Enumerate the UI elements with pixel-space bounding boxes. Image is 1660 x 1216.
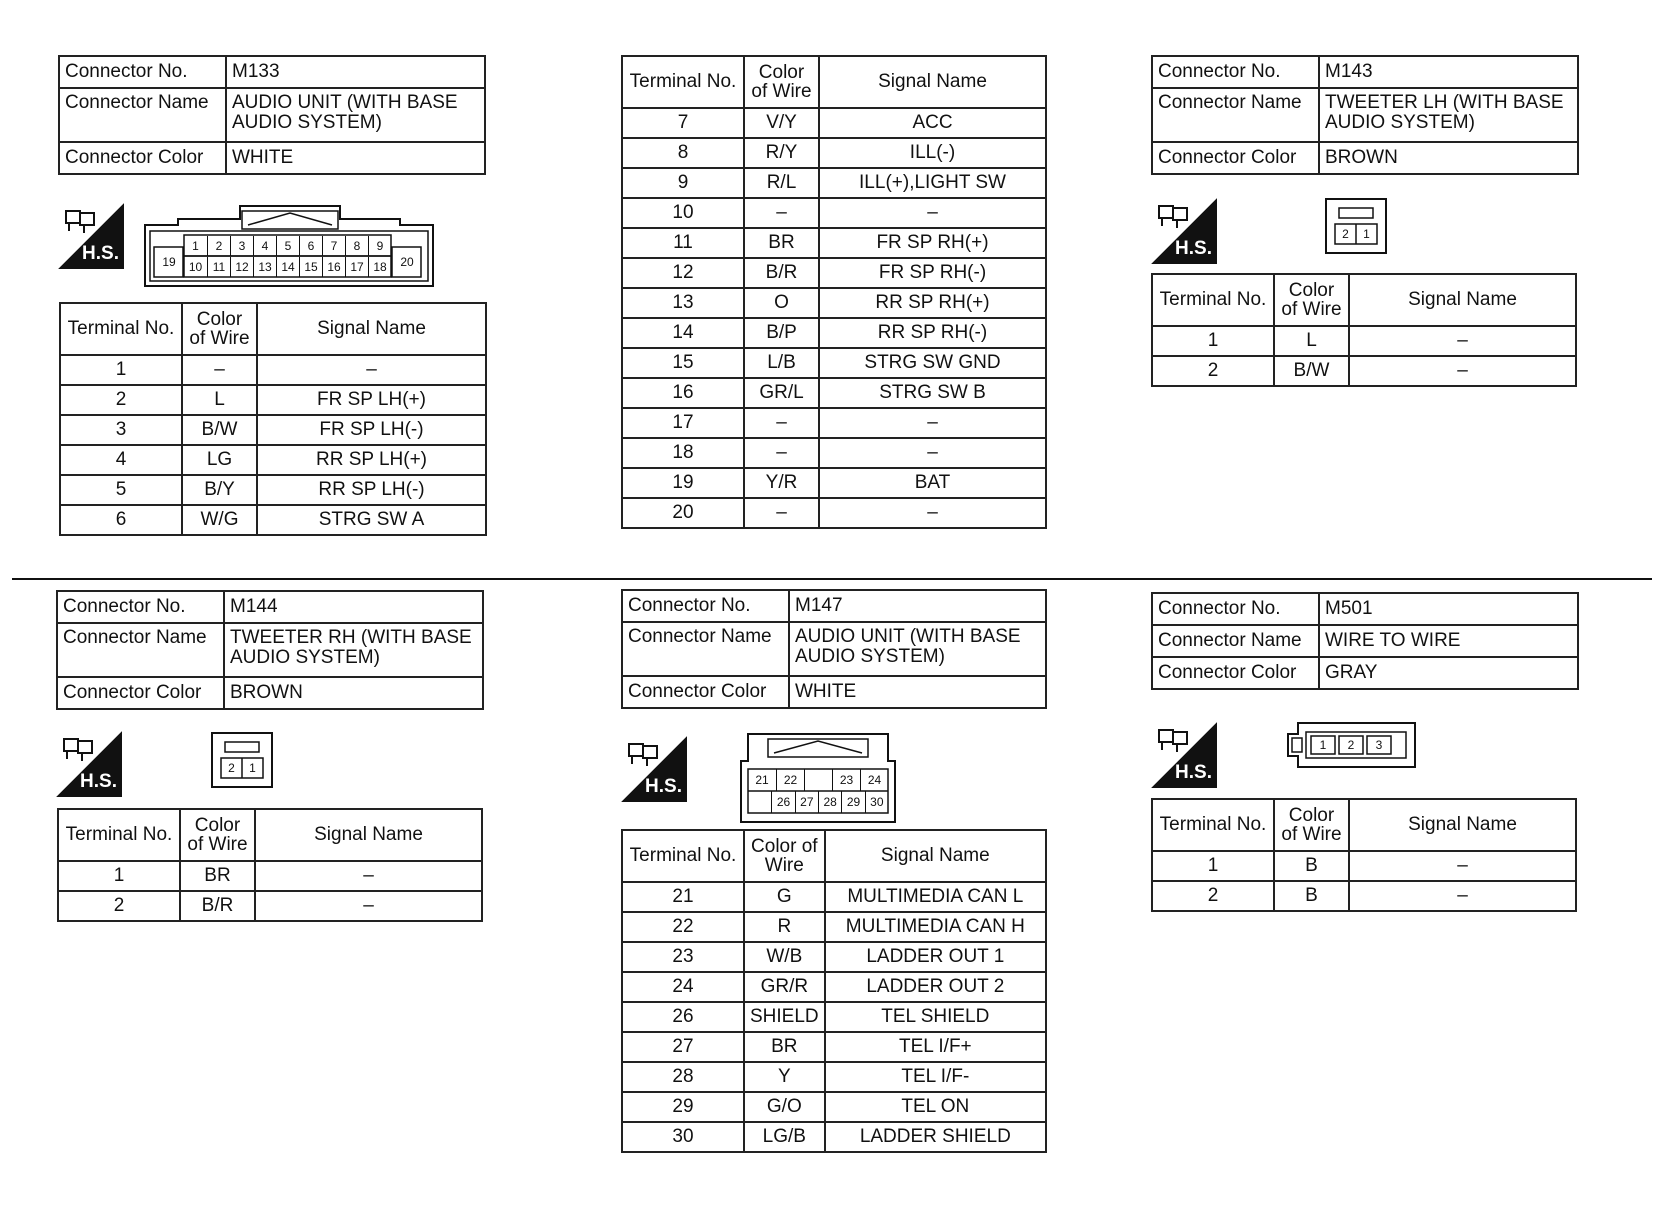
signal-name-cell: RR SP LH(+) xyxy=(257,445,486,475)
terminal-row xyxy=(622,498,1046,528)
terminal-no-cell: 28 xyxy=(622,1062,744,1092)
connector-name-value: AUDIO UNIT (WITH BASE AUDIO SYSTEM) xyxy=(226,88,485,142)
color-of-wire-header: Color of Wire xyxy=(180,809,255,861)
connector-pin: 28 xyxy=(818,791,841,813)
signal-name-cell: TEL SHIELD xyxy=(825,1002,1046,1032)
terminal-no-cell: 4 xyxy=(60,445,182,475)
wire-color-cell: B/Y xyxy=(182,475,257,505)
terminal-row xyxy=(622,168,1046,198)
connector-pin: 3 xyxy=(230,236,253,256)
connector-no-value: M147 xyxy=(789,590,1046,622)
signal-name-cell: – xyxy=(819,438,1046,468)
pin-20: 20 xyxy=(400,255,414,269)
terminal-row xyxy=(1152,851,1576,881)
connector-color-value: BROWN xyxy=(224,677,483,709)
signal-name-cell: FR SP RH(+) xyxy=(819,228,1046,258)
hs-label: H.S. xyxy=(82,243,119,264)
connector-color-value: WHITE xyxy=(789,676,1046,708)
wire-color-cell: B/W xyxy=(182,415,257,445)
m133-terminal-table-b xyxy=(621,55,1047,529)
m143-connector-face xyxy=(1325,198,1387,254)
terminal-no-cell: 27 xyxy=(622,1032,744,1062)
terminal-no-cell: 10 xyxy=(622,198,744,228)
wire-color-cell: – xyxy=(744,408,819,438)
wire-color-cell: B/W xyxy=(1274,356,1349,386)
terminal-no-cell: 2 xyxy=(1152,356,1274,386)
terminal-row xyxy=(58,891,482,921)
connector-no-value: M133 xyxy=(226,56,485,88)
terminal-no-cell: 5 xyxy=(60,475,182,505)
signal-name-cell: – xyxy=(255,891,482,921)
connector-pin: 9 xyxy=(368,236,391,256)
m147-terminal-table xyxy=(621,829,1047,1153)
terminal-row xyxy=(622,228,1046,258)
connector-color-value: BROWN xyxy=(1319,142,1578,174)
connector-pin: 13 xyxy=(253,257,276,277)
connector-pin: 7 xyxy=(322,236,345,256)
terminal-row xyxy=(1152,881,1576,911)
pin-1: 1 xyxy=(1363,227,1370,241)
terminal-row xyxy=(622,108,1046,138)
connector-pin xyxy=(804,769,832,791)
wire-color-cell: L/B xyxy=(744,348,819,378)
signal-name-cell: – xyxy=(1349,326,1576,356)
m143-terminal-table xyxy=(1151,273,1577,387)
section-divider xyxy=(12,578,1652,580)
terminal-row xyxy=(622,1122,1046,1152)
terminal-row xyxy=(622,1002,1046,1032)
hs-label: H.S. xyxy=(1175,762,1212,783)
wire-color-cell: B xyxy=(1274,851,1349,881)
terminal-no-cell: 17 xyxy=(622,408,744,438)
connector-pin: 2 xyxy=(207,236,230,256)
color-of-wire-header: Color of Wire xyxy=(1274,799,1349,851)
connector-pin: 26 xyxy=(771,791,794,813)
connector-pin xyxy=(748,791,771,813)
signal-name-cell: STRG SW GND xyxy=(819,348,1046,378)
signal-name-cell: RR SP RH(-) xyxy=(819,318,1046,348)
terminal-no-cell: 1 xyxy=(60,355,182,385)
connector-name-label: Connector Name xyxy=(59,88,226,142)
connector-pin: 11 xyxy=(207,257,230,277)
terminal-no-cell: 13 xyxy=(622,288,744,318)
wire-color-cell: G/O xyxy=(744,1092,825,1122)
wire-color-cell: BR xyxy=(180,861,255,891)
wire-color-cell: W/G xyxy=(182,505,257,535)
signal-name-cell: TEL I/F- xyxy=(825,1062,1046,1092)
terminal-row xyxy=(622,1092,1046,1122)
pin-19: 19 xyxy=(162,255,176,269)
signal-name-header: Signal Name xyxy=(255,809,482,861)
harness-side-icon xyxy=(56,731,122,797)
terminal-no-cell: 12 xyxy=(622,258,744,288)
wire-color-cell: BR xyxy=(744,228,819,258)
signal-name-cell: STRG SW A xyxy=(257,505,486,535)
connector-name-value: TWEETER LH (WITH BASE AUDIO SYSTEM) xyxy=(1319,88,1578,142)
terminal-no-cell: 23 xyxy=(622,942,744,972)
terminal-no-header: Terminal No. xyxy=(1152,274,1274,326)
connector-name-value: TWEETER RH (WITH BASE AUDIO SYSTEM) xyxy=(224,623,483,677)
terminal-no-cell: 15 xyxy=(622,348,744,378)
terminal-row xyxy=(622,942,1046,972)
connector-pin: 5 xyxy=(276,236,299,256)
terminal-row xyxy=(622,288,1046,318)
signal-name-cell: FR SP LH(-) xyxy=(257,415,486,445)
wire-color-cell: O xyxy=(744,288,819,318)
connector-pin: 30 xyxy=(865,791,888,813)
terminal-no-cell: 1 xyxy=(1152,851,1274,881)
pin-2: 2 xyxy=(1342,227,1349,241)
m144-connector-face xyxy=(211,732,273,788)
terminal-no-cell: 26 xyxy=(622,1002,744,1032)
harness-side-icon xyxy=(58,203,124,269)
wire-color-cell: B/R xyxy=(180,891,255,921)
signal-name-cell: MULTIMEDIA CAN H xyxy=(825,912,1046,942)
terminal-no-cell: 2 xyxy=(58,891,180,921)
signal-name-cell: STRG SW B xyxy=(819,378,1046,408)
connector-color-value: GRAY xyxy=(1319,657,1578,689)
terminal-no-cell: 8 xyxy=(622,138,744,168)
signal-name-cell: – xyxy=(257,355,486,385)
connector-pin: 10 xyxy=(188,260,203,274)
wire-color-cell: G xyxy=(744,882,825,912)
wire-color-cell: Y/R xyxy=(744,468,819,498)
signal-name-cell: – xyxy=(819,198,1046,228)
terminal-row xyxy=(622,1062,1046,1092)
color-of-wire-header: Color of Wire xyxy=(744,56,819,108)
terminal-row xyxy=(622,882,1046,912)
connector-pin: 4 xyxy=(253,236,276,256)
m501-info xyxy=(1151,592,1579,690)
terminal-no-cell: 18 xyxy=(622,438,744,468)
pin-1: 1 xyxy=(1319,738,1327,752)
m133-info xyxy=(58,55,486,175)
terminal-row xyxy=(622,138,1046,168)
signal-name-cell: – xyxy=(819,498,1046,528)
wire-color-cell: – xyxy=(744,498,819,528)
signal-name-cell: LADDER OUT 2 xyxy=(825,972,1046,1002)
terminal-no-cell: 3 xyxy=(60,415,182,445)
connector-name-label: Connector Name xyxy=(1152,625,1319,657)
connector-no-value: M501 xyxy=(1319,593,1578,625)
terminal-row xyxy=(60,505,486,535)
terminal-row xyxy=(1152,356,1576,386)
m147-connector-face xyxy=(740,733,896,823)
wire-color-cell: – xyxy=(182,355,257,385)
signal-name-cell: TEL ON xyxy=(825,1092,1046,1122)
terminal-no-header: Terminal No. xyxy=(622,56,744,108)
connector-pin: 17 xyxy=(345,257,368,277)
hs-label: H.S. xyxy=(1175,238,1212,259)
hs-label: H.S. xyxy=(645,776,682,797)
signal-name-cell: ILL(-) xyxy=(819,138,1046,168)
signal-name-header: Signal Name xyxy=(819,56,1046,108)
terminal-row xyxy=(622,1032,1046,1062)
terminal-no-cell: 2 xyxy=(60,385,182,415)
m144-terminal-table xyxy=(57,808,483,922)
terminal-no-cell: 9 xyxy=(622,168,744,198)
terminal-row xyxy=(58,861,482,891)
terminal-no-header: Terminal No. xyxy=(58,809,180,861)
signal-name-cell: RR SP RH(+) xyxy=(819,288,1046,318)
m501-terminal-table xyxy=(1151,798,1577,912)
signal-name-cell: LADDER OUT 1 xyxy=(825,942,1046,972)
m147-info xyxy=(621,589,1047,709)
connector-pin: 12 xyxy=(230,257,253,277)
terminal-no-cell: 1 xyxy=(58,861,180,891)
connector-pin: 18 xyxy=(368,257,391,277)
connector-no-label: Connector No. xyxy=(622,590,789,622)
connector-color-label: Connector Color xyxy=(57,677,224,709)
connector-name-label: Connector Name xyxy=(622,622,789,676)
terminal-no-cell: 2 xyxy=(1152,881,1274,911)
terminal-row xyxy=(622,438,1046,468)
terminal-no-cell: 20 xyxy=(622,498,744,528)
connector-no-label: Connector No. xyxy=(57,591,224,623)
signal-name-header: Signal Name xyxy=(1349,274,1576,326)
terminal-row xyxy=(622,378,1046,408)
wire-color-cell: LG xyxy=(182,445,257,475)
terminal-no-cell: 14 xyxy=(622,318,744,348)
m133-terminal-table-a xyxy=(59,302,487,536)
signal-name-cell: RR SP LH(-) xyxy=(257,475,486,505)
signal-name-cell: BAT xyxy=(819,468,1046,498)
terminal-row xyxy=(622,972,1046,1002)
terminal-row xyxy=(60,355,486,385)
signal-name-header: Signal Name xyxy=(825,830,1046,882)
terminal-row xyxy=(622,348,1046,378)
wire-color-cell: GR/L xyxy=(744,378,819,408)
wire-color-cell: – xyxy=(744,438,819,468)
terminal-row xyxy=(60,475,486,505)
terminal-no-cell: 7 xyxy=(622,108,744,138)
pin-2: 2 xyxy=(1347,738,1355,752)
connector-pin: 14 xyxy=(276,257,299,277)
terminal-row xyxy=(60,445,486,475)
wire-color-cell: B/R xyxy=(744,258,819,288)
wire-color-cell: LG/B xyxy=(744,1122,825,1152)
connector-color-value: WHITE xyxy=(226,142,485,174)
m501-connector-face xyxy=(1284,722,1416,768)
color-of-wire-header: Color of Wire xyxy=(744,830,825,882)
terminal-no-cell: 1 xyxy=(1152,326,1274,356)
terminal-no-header: Terminal No. xyxy=(1152,799,1274,851)
wire-color-cell: L xyxy=(1274,326,1349,356)
terminal-no-cell: 6 xyxy=(60,505,182,535)
connector-name-value: WIRE TO WIRE xyxy=(1319,625,1578,657)
signal-name-cell: LADDER SHIELD xyxy=(825,1122,1046,1152)
signal-name-cell: – xyxy=(1349,881,1576,911)
signal-name-cell: ACC xyxy=(819,108,1046,138)
m144-info xyxy=(56,590,484,710)
wire-color-cell: R xyxy=(744,912,825,942)
signal-name-cell: – xyxy=(255,861,482,891)
signal-name-cell: FR SP LH(+) xyxy=(257,385,486,415)
terminal-no-header: Terminal No. xyxy=(60,303,182,355)
wire-color-cell: Y xyxy=(744,1062,825,1092)
wire-color-cell: R/Y xyxy=(744,138,819,168)
signal-name-cell: MULTIMEDIA CAN L xyxy=(825,882,1046,912)
signal-name-cell: TEL I/F+ xyxy=(825,1032,1046,1062)
signal-name-header: Signal Name xyxy=(1349,799,1576,851)
m143-info xyxy=(1151,55,1579,175)
connector-pin: 22 xyxy=(776,769,804,791)
terminal-no-cell: 24 xyxy=(622,972,744,1002)
wire-color-cell: B/P xyxy=(744,318,819,348)
m133-connector-face xyxy=(144,205,434,287)
connector-color-label: Connector Color xyxy=(59,142,226,174)
terminal-row xyxy=(622,198,1046,228)
terminal-row xyxy=(622,468,1046,498)
pin-1: 1 xyxy=(249,761,256,775)
hs-label: H.S. xyxy=(80,771,117,792)
terminal-row xyxy=(622,408,1046,438)
harness-side-icon xyxy=(1151,722,1217,788)
pin-2: 2 xyxy=(228,761,235,775)
connector-name-label: Connector Name xyxy=(1152,88,1319,142)
connector-pin: 1 xyxy=(192,239,199,253)
connector-no-value: M144 xyxy=(224,591,483,623)
connector-pin: 6 xyxy=(299,236,322,256)
connector-color-label: Connector Color xyxy=(1152,142,1319,174)
terminal-no-cell: 30 xyxy=(622,1122,744,1152)
connector-pin: 16 xyxy=(322,257,345,277)
wire-color-cell: B xyxy=(1274,881,1349,911)
connector-no-value: M143 xyxy=(1319,56,1578,88)
signal-name-cell: – xyxy=(1349,356,1576,386)
connector-no-label: Connector No. xyxy=(1152,593,1319,625)
connector-pin: 24 xyxy=(860,769,888,791)
signal-name-cell: FR SP RH(-) xyxy=(819,258,1046,288)
terminal-row xyxy=(1152,326,1576,356)
wire-color-cell: SHIELD xyxy=(744,1002,825,1032)
signal-name-cell: – xyxy=(1349,851,1576,881)
terminal-no-header: Terminal No. xyxy=(622,830,744,882)
wire-color-cell: GR/R xyxy=(744,972,825,1002)
connector-name-value: AUDIO UNIT (WITH BASE AUDIO SYSTEM) xyxy=(789,622,1046,676)
terminal-row xyxy=(622,318,1046,348)
terminal-no-cell: 11 xyxy=(622,228,744,258)
wire-color-cell: L xyxy=(182,385,257,415)
terminal-row xyxy=(622,912,1046,942)
signal-name-cell: ILL(+),LIGHT SW xyxy=(819,168,1046,198)
signal-name-header: Signal Name xyxy=(257,303,486,355)
connector-pin: 23 xyxy=(832,769,860,791)
color-of-wire-header: Color of Wire xyxy=(1274,274,1349,326)
wire-color-cell: V/Y xyxy=(744,108,819,138)
terminal-no-cell: 22 xyxy=(622,912,744,942)
connector-no-label: Connector No. xyxy=(59,56,226,88)
terminal-row xyxy=(60,385,486,415)
connector-no-label: Connector No. xyxy=(1152,56,1319,88)
harness-side-icon xyxy=(1151,198,1217,264)
connector-pin: 15 xyxy=(299,257,322,277)
connector-pin: 27 xyxy=(795,791,818,813)
terminal-row xyxy=(60,415,486,445)
connector-color-label: Connector Color xyxy=(622,676,789,708)
connector-color-label: Connector Color xyxy=(1152,657,1319,689)
color-of-wire-header: Color of Wire xyxy=(182,303,257,355)
terminal-no-cell: 16 xyxy=(622,378,744,408)
terminal-row xyxy=(622,258,1046,288)
connector-pin: 29 xyxy=(841,791,864,813)
terminal-no-cell: 19 xyxy=(622,468,744,498)
terminal-no-cell: 21 xyxy=(622,882,744,912)
connector-pin: 8 xyxy=(345,236,368,256)
signal-name-cell: – xyxy=(819,408,1046,438)
connector-pin: 21 xyxy=(755,773,769,787)
wire-color-cell: BR xyxy=(744,1032,825,1062)
connector-name-label: Connector Name xyxy=(57,623,224,677)
harness-side-icon xyxy=(621,736,687,802)
wire-color-cell: – xyxy=(744,198,819,228)
wire-color-cell: R/L xyxy=(744,168,819,198)
terminal-no-cell: 29 xyxy=(622,1092,744,1122)
wire-color-cell: W/B xyxy=(744,942,825,972)
pin-3: 3 xyxy=(1375,738,1383,752)
